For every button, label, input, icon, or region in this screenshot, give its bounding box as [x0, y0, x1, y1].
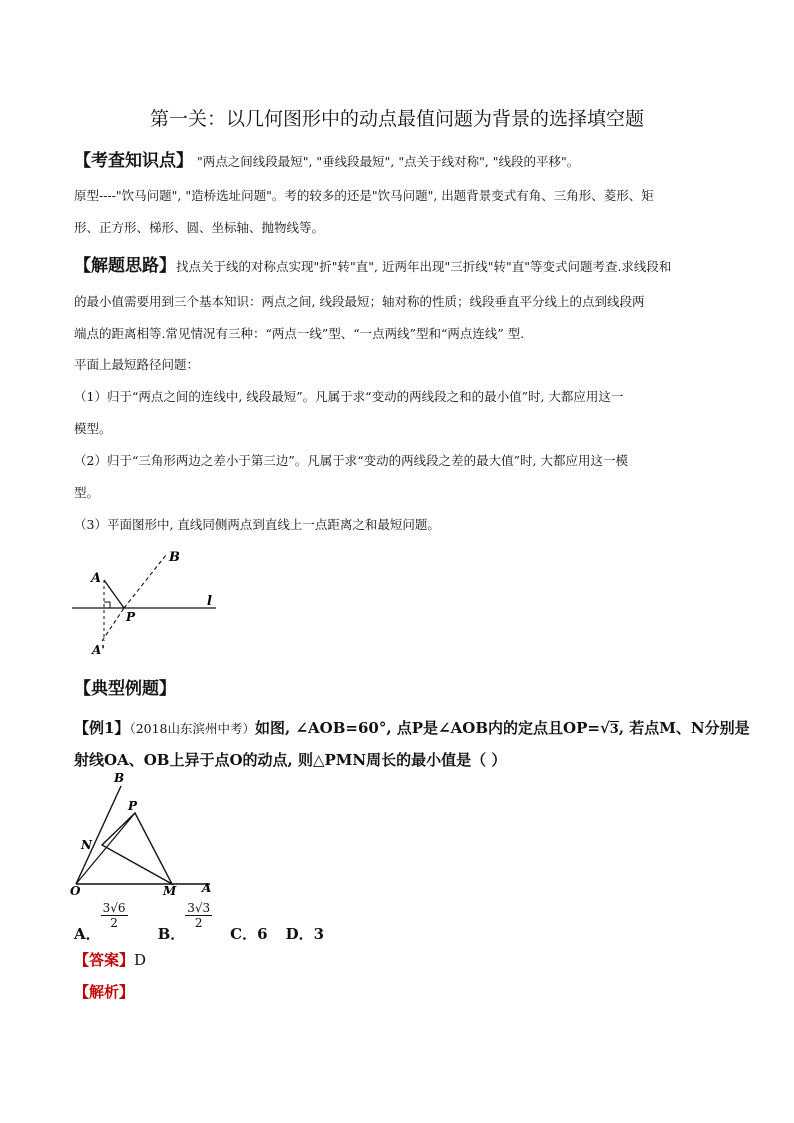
reflection-diagram	[60, 545, 240, 660]
label-A-prime: A'	[92, 643, 105, 657]
page-title: 第一关：以几何图形中的动点最值问题为背景的选择填空题	[149, 108, 644, 130]
knowledge-line-2: 原型----"饮马问题", "造桥选址问题"。考的较多的还是"饮马问题", 出题背景变式有角、三角形、菱形、矩	[74, 188, 654, 203]
label-A: A	[91, 571, 102, 586]
option-b-label: B．	[157, 925, 186, 943]
label-O: O	[70, 884, 81, 898]
option-b-numerator: 3√3	[187, 901, 211, 915]
example-sqrt-value: 3	[609, 722, 619, 737]
angle-diagram	[66, 768, 226, 898]
example-source: （2018山东滨州中考）	[129, 721, 255, 736]
approach-text-1: 找点关于线的对称点实现"折"转"直", 近两年出现"三折线"转"直"等变式问题考查.求线段和	[176, 259, 672, 274]
sqrt-sign-icon: √	[599, 719, 610, 737]
label-l: l	[207, 594, 212, 609]
analysis-line	[74, 982, 726, 1002]
option-a-label: A．	[74, 925, 101, 943]
example-text-2: , 若点M、N分别是	[618, 719, 750, 737]
approach-label: 【解题思路】	[74, 256, 176, 276]
segment-PB	[124, 555, 166, 608]
label-A: A	[202, 881, 212, 895]
approach-line-1	[74, 256, 726, 277]
approach-item-1b: 模型。	[74, 421, 112, 436]
knowledge-label: 【考查知识点】	[74, 151, 193, 171]
example-text-1: 如图, ∠AOB=60°, 点P是∠AOB内的定点且OP=	[255, 719, 600, 737]
knowledge-line-1	[74, 151, 726, 172]
knowledge-line-3: 形、正方形、梯形、圆、坐标轴、抛物线等。	[74, 220, 325, 235]
answer-options	[74, 900, 324, 944]
option-d[interactable]: D．3	[285, 925, 325, 943]
option-b-denominator: 2	[194, 916, 203, 930]
option-b[interactable]	[158, 901, 213, 944]
answer-value: D	[134, 951, 147, 969]
approach-item-2a: （2）归于“三角形两边之差小于第三边”。凡属于求“变动的两线段之差的最大值”时, 大都应用这一模	[74, 453, 628, 468]
right-angle-mark	[104, 602, 110, 608]
approach-item-3: （3）平面图形中, 直线同侧两点到直线上一点距离之和最短问题。	[74, 517, 440, 532]
analysis-label: 【解析】	[74, 983, 135, 1001]
approach-line-2: 的最小值需要用到三个基本知识：两点之间, 线段最短；轴对称的性质；线段垂直平分线上的点到线段两	[74, 294, 645, 309]
label-P: P	[128, 799, 138, 813]
segment-A1P	[102, 608, 124, 641]
example-1-line-1	[74, 718, 750, 740]
answer-line	[74, 950, 726, 970]
label-M: M	[163, 884, 177, 898]
option-a-fraction	[101, 901, 128, 930]
ray-OB	[76, 786, 121, 884]
option-c[interactable]: C．6	[230, 925, 268, 943]
approach-item-1a: （1）归于“两点之间的连线中, 线段最短”。凡属于求“变动的两线段之和的最小值”时, 大都应用这一	[74, 389, 624, 404]
option-a-numerator: 3√6	[102, 901, 126, 915]
approach-line-3: 端点的距离相等.常见情况有三种：“两点一线”型、“一点两线”型和“两点连线” 型.	[74, 326, 525, 341]
approach-line-4: 平面上最短路径问题：	[74, 357, 200, 372]
answer-label: 【答案】	[74, 951, 135, 969]
label-N: N	[81, 838, 92, 852]
label-B: B	[114, 771, 125, 785]
segment-AP	[104, 580, 124, 608]
example-prefix: 【例1】	[74, 719, 130, 737]
triangle-PMN	[102, 813, 172, 884]
knowledge-text-1: "两点之间线段最短", "垂线段最短", "点关于线对称", "线段的平移"。	[193, 154, 580, 169]
examples-label: 【典型例题】	[74, 679, 176, 699]
option-a-denominator: 2	[110, 916, 118, 930]
option-b-fraction	[185, 901, 212, 930]
label-B: B	[169, 550, 180, 565]
example-1-line-2: 射线OA、OB上异于点O的动点, 则△PMN周长的最小值是（ ）	[74, 751, 507, 769]
option-a[interactable]	[74, 901, 128, 944]
label-P: P	[126, 610, 136, 624]
approach-item-2b: 型。	[74, 485, 100, 500]
